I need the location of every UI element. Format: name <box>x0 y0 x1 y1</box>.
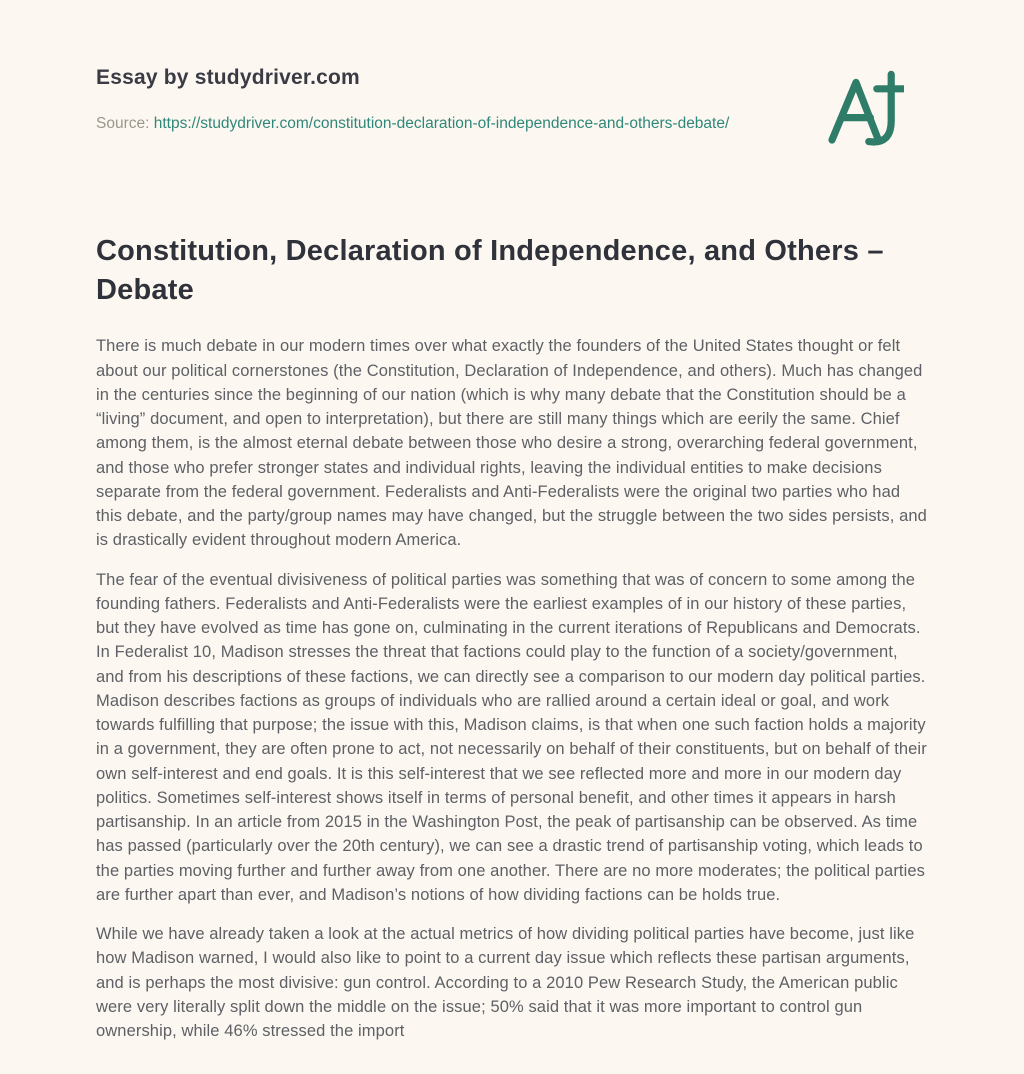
source-url-link[interactable]: https://studydriver.com/constitution-declaration-of-independence-and-others-debate/ <box>153 115 730 132</box>
source-label: Source: <box>96 115 150 132</box>
paragraph-2: The fear of the eventual divisiveness of political parties was something that was of concern to some among the founding fathers. Federalists and Anti-Federalists were the earliest examples of in our history of these parties, but they have evolved as time has gone on, culminating in the current iterations of Republicans and Democrats. In Federalist 10, Madison stresses the threat that factions could play to the function of a society/government, and from his descriptions of these factions, we can directly see a comparison to our modern day political parties. Madison describes factions as groups of individuals who are rallied around a certain ideal or goal, and work towards fulfilling that purpose; the issue with this, Madison claims, is that when one such faction holds a majority in a government, they are often prone to act, not necessarily on behalf of their constituents, but on behalf of their own self-interest and end goals. It is this self-interest that we see reflected more and more in our modern day politics. Sometimes self-interest shows itself in terms of personal benefit, and other times it appears in harsh partisanship. In an article from 2015 in the Washington Post, the peak of partisanship can be observed. As time has passed (particularly over the 20th century), we can see a drastic trend of partisanship voting, which leads to the parties moving further and further away from one another. There are no more moderates; the political parties are further apart than ever, and Madison’s notions of how dividing factions can be holds true. <box>96 570 927 904</box>
studydriver-logo-icon <box>824 70 904 162</box>
source-line <box>96 112 776 136</box>
paragraph-1: There is much debate in our modern times over what exactly the founders of the United States thought or felt about our political cornerstones (the Constitution, Declaration of Independence, and others). Much has changed in the centuries since the beginning of our nation (which is why many debate that the Constitution should be a “living” document, and open to interpretation), but there are still many things which are eerily the same. Chief among them, is the almost eternal debate between those who desire a strong, overarching federal government, and those who prefer stronger states and individual rights, leaving the individual entities to make decisions separate from the federal government. Federalists and Anti-Federalists were the original two parties who had this debate, and the party/group names may have changed, but the struggle between the two sides persists, and is drastically evident throughout modern America. <box>96 337 927 550</box>
article-body <box>96 334 928 1043</box>
article-title: Constitution, Declaration of Independence, and Others – Debate <box>96 235 884 307</box>
essay-byline: Essay by studydriver.com <box>96 66 360 89</box>
paragraph-3: While we have already taken a look at the actual metrics of how dividing political parties have become, just like how Madison warned, I would also like to point to a current day issue which reflects these partisan arguments, and is perhaps the most divisive: gun control. According to a 2010 Pew Research Study, the American public were very literally split down the middle on the issue; 50% said that it was more important to control gun ownership, while 46% stressed the import <box>96 925 915 1041</box>
